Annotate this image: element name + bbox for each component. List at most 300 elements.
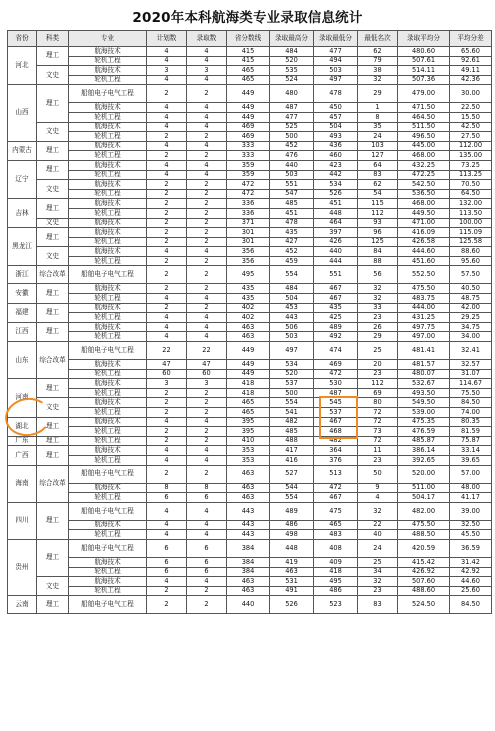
max-cell: 435 [270,228,314,238]
admit-cell: 2 [187,218,227,228]
avg-cell: 479.00 [398,85,450,103]
rank-cell: 8 [358,112,398,122]
avg-cell: 539.00 [398,408,450,418]
admit-cell: 22 [187,342,227,360]
plan-cell: 4 [147,160,187,170]
line-cell: 469 [227,122,270,132]
category-cell: 理工 [37,596,69,614]
province-cell: 河南 [8,379,37,417]
province-cell: 云南 [8,596,37,614]
rank-cell: 1 [358,103,398,113]
major-cell: 轮机工程 [69,530,147,540]
min-cell: 465 [314,520,358,530]
category-cell: 理工 [37,303,69,322]
max-cell: 480 [270,85,314,103]
major-cell: 航海技术 [69,284,147,294]
category-cell: 理工 [37,199,69,218]
admit-cell: 4 [187,75,227,85]
category-cell: 理工 [37,379,69,398]
province-cell: 广东 [8,436,37,446]
line-cell: 410 [227,436,270,446]
table-row [8,379,492,389]
admit-cell: 4 [187,455,227,465]
rank-cell: 56 [358,266,398,284]
rank-cell: 23 [358,369,398,379]
min-cell: 478 [314,85,358,103]
line-cell: 395 [227,427,270,437]
diff-cell: 73.25 [450,160,492,170]
plan-cell: 4 [147,75,187,85]
max-cell: 487 [270,103,314,113]
category-cell: 理工 [37,502,69,539]
rank-cell: 32 [358,577,398,587]
rank-cell: 79 [358,56,398,66]
major-cell: 航海技术 [69,228,147,238]
rank-cell: 32 [358,502,398,520]
max-cell: 526 [270,596,314,614]
avg-cell: 444.60 [398,247,450,257]
admit-cell: 2 [187,284,227,294]
diff-cell: 49.11 [450,66,492,76]
diff-cell: 32.41 [450,342,492,360]
admit-cell: 4 [187,417,227,427]
avg-cell: 482.00 [398,502,450,520]
max-cell: 486 [270,520,314,530]
min-cell: 440 [314,247,358,257]
table-row [8,294,492,304]
diff-cell: 42.36 [450,75,492,85]
max-cell: 504 [270,294,314,304]
min-cell: 489 [314,322,358,332]
rank-cell: 23 [358,586,398,596]
rank-cell: 83 [358,596,398,614]
max-cell: 531 [270,577,314,587]
min-cell: 444 [314,256,358,266]
diff-cell: 57.00 [450,465,492,483]
major-cell: 航海技术 [69,103,147,113]
admit-cell: 47 [187,360,227,370]
plan-cell: 2 [147,398,187,408]
rank-cell: 125 [358,237,398,247]
plan-cell: 2 [147,408,187,418]
line-cell: 384 [227,557,270,567]
avg-cell: 511.50 [398,122,450,132]
plan-cell: 2 [147,303,187,313]
avg-cell: 532.67 [398,379,450,389]
line-cell: 463 [227,332,270,342]
line-cell: 449 [227,112,270,122]
major-cell: 航海技术 [69,577,147,587]
max-cell: 453 [270,303,314,313]
max-cell: 477 [270,112,314,122]
major-cell: 航海技术 [69,483,147,493]
province-cell: 浙江 [8,266,37,284]
diff-cell: 30.00 [450,85,492,103]
line-cell: 356 [227,256,270,266]
diff-cell: 65.60 [450,47,492,57]
diff-cell: 125.58 [450,237,492,247]
major-cell: 航海技术 [69,218,147,228]
admission-table [7,30,492,614]
major-cell: 航海技术 [69,322,147,332]
avg-cell: 481.41 [398,342,450,360]
max-cell: 484 [270,47,314,57]
avg-cell: 451.60 [398,256,450,266]
line-cell: 402 [227,313,270,323]
major-cell: 轮机工程 [69,132,147,142]
category-cell: 理工 [37,436,69,446]
plan-cell: 2 [147,596,187,614]
max-cell: 503 [270,170,314,180]
diff-cell: 39.65 [450,455,492,465]
major-cell: 轮机工程 [69,436,147,446]
min-cell: 534 [314,180,358,190]
plan-cell: 2 [147,85,187,103]
rank-cell: 4 [358,493,398,503]
plan-cell: 4 [147,170,187,180]
diff-cell: 40.50 [450,284,492,294]
min-cell: 545 [314,398,358,408]
admit-cell: 2 [187,180,227,190]
avg-cell: 483.75 [398,294,450,304]
rank-cell: 35 [358,122,398,132]
major-cell: 航海技术 [69,160,147,170]
max-cell: 534 [270,360,314,370]
table-row [8,103,492,113]
min-cell: 467 [314,417,358,427]
min-cell: 493 [314,132,358,142]
province-cell: 广西 [8,446,37,465]
admit-cell: 8 [187,483,227,493]
table-row [8,427,492,437]
plan-cell: 4 [147,502,187,520]
admit-cell: 2 [187,189,227,199]
admit-cell: 6 [187,567,227,577]
line-cell: 353 [227,446,270,456]
plan-cell: 4 [147,577,187,587]
line-cell: 443 [227,502,270,520]
line-cell: 402 [227,303,270,313]
rank-cell: 88 [358,256,398,266]
province-cell: 山西 [8,85,37,141]
diff-cell: 75.50 [450,388,492,398]
admit-cell: 2 [187,408,227,418]
category-cell: 理工 [37,284,69,303]
plan-cell: 2 [147,180,187,190]
max-cell: 482 [270,417,314,427]
avg-cell: 472.25 [398,170,450,180]
diff-cell: 41.17 [450,493,492,503]
line-cell: 440 [227,596,270,614]
col-header: 录取平均分 [398,31,450,47]
min-cell: 474 [314,342,358,360]
avg-cell: 496.50 [398,132,450,142]
diff-cell: 88.60 [450,247,492,257]
min-cell: 495 [314,577,358,587]
line-cell: 469 [227,132,270,142]
admit-cell: 2 [187,256,227,266]
province-cell: 辽宁 [8,160,37,198]
avg-cell: 488.50 [398,530,450,540]
province-cell: 河北 [8,47,37,85]
line-cell: 384 [227,539,270,557]
category-cell: 文史 [37,247,69,266]
max-cell: 485 [270,427,314,437]
major-cell: 航海技术 [69,360,147,370]
line-cell: 443 [227,520,270,530]
rank-cell: 24 [358,132,398,142]
table-row [8,56,492,66]
table-row [8,502,492,520]
diff-cell: 113.50 [450,208,492,218]
major-cell: 轮机工程 [69,455,147,465]
diff-cell: 42.50 [450,122,492,132]
min-cell: 475 [314,502,358,520]
province-cell: 海南 [8,465,37,502]
major-cell: 轮机工程 [69,256,147,266]
avg-cell: 549.50 [398,398,450,408]
rank-cell: 115 [358,199,398,209]
plan-cell: 2 [147,132,187,142]
major-cell: 轮机工程 [69,112,147,122]
rank-cell: 20 [358,360,398,370]
major-cell: 航海技术 [69,398,147,408]
line-cell: 435 [227,294,270,304]
rank-cell: 40 [358,530,398,540]
avg-cell: 426.58 [398,237,450,247]
table-row [8,332,492,342]
avg-cell: 524.50 [398,596,450,614]
rank-cell: 38 [358,66,398,76]
avg-cell: 449.50 [398,208,450,218]
table-row [8,75,492,85]
avg-cell: 497.00 [398,332,450,342]
line-cell: 418 [227,388,270,398]
rank-cell: 84 [358,247,398,257]
avg-cell: 431.25 [398,313,450,323]
page-title: 2020年本科航海类专业录取信息统计 [132,10,363,26]
min-cell: 423 [314,160,358,170]
col-header: 最低名次 [358,31,398,47]
plan-cell: 4 [147,446,187,456]
line-cell: 371 [227,218,270,228]
admit-cell: 4 [187,56,227,66]
max-cell: 498 [270,530,314,540]
major-cell: 轮机工程 [69,313,147,323]
min-cell: 526 [314,189,358,199]
table-row [8,388,492,398]
plan-cell: 2 [147,199,187,209]
plan-cell: 2 [147,189,187,199]
diff-cell: 114.67 [450,379,492,389]
rank-cell: 50 [358,465,398,483]
major-cell: 航海技术 [69,47,147,57]
major-cell: 航海技术 [69,446,147,456]
major-cell: 轮机工程 [69,56,147,66]
plan-cell: 2 [147,208,187,218]
admit-cell: 2 [187,266,227,284]
line-cell: 359 [227,160,270,170]
major-cell: 轮机工程 [69,567,147,577]
avg-cell: 480.07 [398,369,450,379]
admit-cell: 4 [187,170,227,180]
plan-cell: 6 [147,539,187,557]
min-cell: 472 [314,369,358,379]
admit-cell: 6 [187,557,227,567]
min-cell: 364 [314,446,358,456]
plan-cell: 2 [147,228,187,238]
major-cell: 船舶电子电气工程 [69,266,147,284]
min-cell: 487 [314,388,358,398]
rank-cell: 32 [358,75,398,85]
col-header: 科类 [37,31,69,47]
rank-cell: 83 [358,170,398,180]
max-cell: 459 [270,256,314,266]
avg-cell: 475.50 [398,520,450,530]
min-cell: 497 [314,75,358,85]
admit-cell: 2 [187,398,227,408]
admit-cell: 4 [187,530,227,540]
major-cell: 轮机工程 [69,586,147,596]
rank-cell: 23 [358,455,398,465]
min-cell: 451 [314,199,358,209]
major-cell: 船舶电子电气工程 [69,85,147,103]
rank-cell: 62 [358,180,398,190]
category-cell: 综合改革 [37,465,69,502]
min-cell: 436 [314,141,358,151]
table-row [8,342,492,360]
plan-cell: 3 [147,379,187,389]
rank-cell: 72 [358,417,398,427]
min-cell: 460 [314,151,358,161]
admit-cell: 4 [187,141,227,151]
table-row [8,530,492,540]
province-cell: 吉林 [8,199,37,228]
plan-cell: 3 [147,66,187,76]
table-row [8,577,492,587]
major-cell: 轮机工程 [69,75,147,85]
min-cell: 537 [314,408,358,418]
rank-cell: 29 [358,85,398,103]
min-cell: 418 [314,567,358,577]
diff-cell: 25.60 [450,586,492,596]
category-cell: 文史 [37,66,69,85]
major-cell: 船舶电子电气工程 [69,465,147,483]
admit-cell: 4 [187,294,227,304]
admit-cell: 2 [187,303,227,313]
max-cell: 506 [270,322,314,332]
line-cell: 435 [227,284,270,294]
admit-cell: 2 [187,388,227,398]
plan-cell: 2 [147,388,187,398]
table-row [8,66,492,76]
plan-cell: 2 [147,218,187,228]
major-cell: 轮机工程 [69,237,147,247]
avg-cell: 416.09 [398,228,450,238]
max-cell: 440 [270,160,314,170]
max-cell: 525 [270,122,314,132]
diff-cell: 36.59 [450,539,492,557]
min-cell: 483 [314,530,358,540]
max-cell: 489 [270,502,314,520]
line-cell: 495 [227,266,270,284]
avg-cell: 507.36 [398,75,450,85]
max-cell: 520 [270,369,314,379]
table-row [8,313,492,323]
rank-cell: 33 [358,303,398,313]
table-row [8,132,492,142]
plan-cell: 4 [147,322,187,332]
diff-cell: 39.00 [450,502,492,520]
line-cell: 449 [227,369,270,379]
table-row [8,369,492,379]
diff-cell: 64.50 [450,189,492,199]
plan-cell: 4 [147,247,187,257]
line-cell: 463 [227,322,270,332]
rank-cell: 32 [358,284,398,294]
table-row [8,160,492,170]
col-header: 录取最低分 [314,31,358,47]
diff-cell: 33.14 [450,446,492,456]
category-cell: 文史 [37,398,69,417]
rank-cell: 32 [358,294,398,304]
admit-cell: 3 [187,379,227,389]
rank-cell: 62 [358,47,398,57]
min-cell: 468 [314,427,358,437]
plan-cell: 4 [147,112,187,122]
max-cell: 524 [270,75,314,85]
table-row [8,122,492,132]
max-cell: 443 [270,313,314,323]
admit-cell: 60 [187,369,227,379]
category-cell: 文史 [37,180,69,199]
diff-cell: 48.00 [450,483,492,493]
major-cell: 轮机工程 [69,369,147,379]
admit-cell: 4 [187,502,227,520]
max-cell: 551 [270,180,314,190]
diff-cell: 75.87 [450,436,492,446]
table-row [8,436,492,446]
table-row [8,247,492,257]
line-cell: 301 [227,228,270,238]
diff-cell: 80.35 [450,417,492,427]
plan-cell: 60 [147,369,187,379]
table-row [8,520,492,530]
province-cell: 山东 [8,342,37,379]
category-cell: 文史 [37,122,69,141]
rank-cell: 112 [358,379,398,389]
plan-cell: 22 [147,342,187,360]
rank-cell: 9 [358,483,398,493]
line-cell: 465 [227,75,270,85]
avg-cell: 475.50 [398,284,450,294]
diff-cell: 84.50 [450,596,492,614]
category-cell: 综合改革 [37,342,69,379]
avg-cell: 464.50 [398,112,450,122]
diff-cell: 31.42 [450,557,492,567]
min-cell: 467 [314,493,358,503]
category-cell: 理工 [37,417,69,436]
avg-cell: 392.65 [398,455,450,465]
avg-cell: 468.00 [398,151,450,161]
line-cell: 463 [227,483,270,493]
major-cell: 船舶电子电气工程 [69,539,147,557]
province-cell: 内蒙古 [8,141,37,160]
line-cell: 463 [227,465,270,483]
min-cell: 408 [314,539,358,557]
diff-cell: 57.50 [450,266,492,284]
min-cell: 442 [314,170,358,180]
